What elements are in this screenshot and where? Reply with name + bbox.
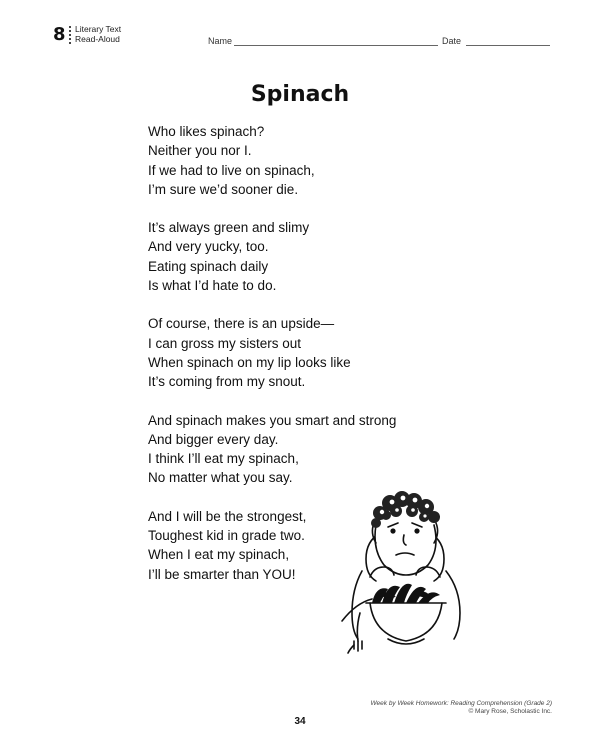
poem-line: And bigger every day. [148,431,279,447]
poem-line: Eating spinach daily [148,258,269,274]
fork-tines [354,641,362,651]
lesson-type-line: Literary Text [75,24,122,34]
book-title: Week by Week Homework: Reading Comprehension (Grade 2) [370,700,552,707]
lesson-type [75,24,121,44]
copyright-notice: © Mary Rose, Scholastic Inc. [468,708,552,715]
date-field[interactable] [442,36,550,48]
date-line[interactable] [466,45,550,46]
poem-line: When I eat my spinach, [148,547,290,563]
bowl [370,603,442,641]
table-corner [348,645,354,653]
curly-hair [371,491,440,528]
poem-line: It’s coming from my snout. [148,374,306,390]
stanza [148,218,448,295]
date-label: Date [442,36,462,46]
poem-line: I’m sure we’d sooner die. [148,181,299,197]
lesson-type-line: Read-Aloud [75,34,120,44]
poem-line: No matter what you say. [148,470,293,486]
name-label: Name [208,36,233,46]
poem-line: If we had to live on spinach, [148,162,315,178]
lesson-divider [69,26,73,44]
poem-line: Neither you nor I. [148,143,252,159]
poem-line: When spinach on my lip looks like [148,354,351,370]
name-field[interactable] [208,36,446,48]
poem-line: And very yucky, too. [148,239,269,255]
poem-line: It’s always green and slimy [148,220,310,236]
name-line[interactable] [234,45,438,46]
worksheet-header [50,20,550,50]
poem-line: I think I’ll eat my spinach, [148,451,299,467]
poem-line: Who likes spinach? [148,124,265,139]
lesson-number: 8 [53,24,66,45]
fork-handle [357,613,360,641]
poem-line: And spinach makes you smart and strong [148,412,397,428]
left-hand [370,567,394,577]
stanza [148,314,448,391]
poem-title: Spinach [250,82,350,107]
poem-line: I’ll be smarter than YOU! [148,566,296,582]
stanza [148,122,448,199]
boy-with-spinach-illustration [336,463,471,663]
poem-line: Toughest kid in grade two. [148,528,305,544]
right-shoulder [446,571,460,639]
left-eye [391,529,395,533]
poem-line: Of course, there is an upside— [148,316,335,332]
page-number: 34 [294,716,306,727]
poem-line: I can gross my sisters out [148,335,302,351]
right-eye [415,529,419,533]
footer-credit [371,700,552,716]
poem-line: Is what I’d hate to do. [148,278,277,294]
spinach-leaves [372,584,440,603]
poem-line: And I will be the strongest, [148,508,307,524]
